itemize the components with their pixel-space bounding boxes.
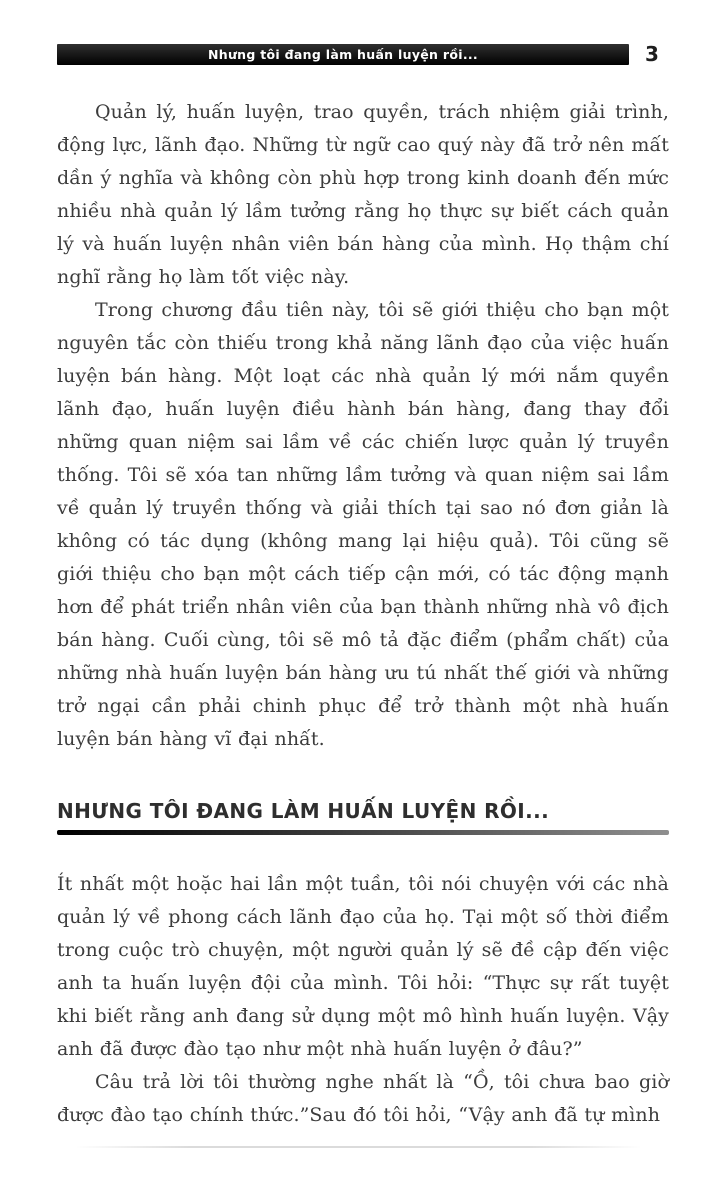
body-paragraph: Trong chương đầu tiên này, tôi sẽ giới thiệu cho bạn một nguyên tắc còn thiếu trong khả năng lãnh đạo của việc huấn luyện bán hàng. Một loạt các nhà quản lý mới nắm quyền lãnh đạo, huấn luyện điều hành bán hàng, đang thay đổi những quan niệm sai lầm về các chiến lược quản lý truyền thống. Tôi sẽ xóa tan những lầm tưởng và quan niệm sai lầm về quản lý truyền thống và giải thích tại sao nó đơn giản là không có tác dụng (không mang lại hiệu quả). Tôi cũng sẽ giới thiệu cho bạn một cách tiếp cận mới, có tác động mạnh hơn để phát triển nhân viên của bạn thành những nhà vô địch bán hàng. Cuối cùng, tôi sẽ mô tả đặc điểm (phẩm chất) của những nhà huấn luyện bán hàng ưu tú nhất thế giới và những trở ngại cần phải chinh phục để trở thành một nhà huấn luyện bán hàng vĩ đại nhất. [57, 299, 669, 750]
body-paragraph: Quản lý, huấn luyện, trao quyền, trách nhiệm giải trình, động lực, lãnh đạo. Những từ ngữ cao quý này đã trở nên mất dần ý nghĩa và không còn phù hợp trong kinh doanh đến mức nhiều nhà quản lý lầm tưởng rằng họ thực sự biết cách quản lý và huấn luyện nhân viên bán hàng của mình. Họ thậm chí nghĩ rằng họ làm tốt việc này. [57, 101, 669, 288]
running-header-bar [57, 44, 629, 65]
section-heading-text: NHƯNG TÔI ĐANG LÀM HUẤN LUYỆN RỒI... [57, 799, 550, 823]
page-bottom-shadow [75, 1146, 642, 1148]
page-number: 3 [645, 42, 659, 66]
body-paragraph: Ít nhất một hoặc hai lần một tuần, tôi nói chuyện với các nhà quản lý về phong cách lãnh đạo của họ. Tại một số thời điểm trong cuộc trò chuyện, một người quản lý sẽ đề cập đến việc anh ta huấn luyện đội của mình. Tôi hỏi: “Thực sự rất tuyệt khi biết rằng anh đang sử dụng một mô hình huấn luyện. Vậy anh đã được đào tạo như một nhà huấn luyện ở đâu?” [57, 873, 669, 1060]
section-heading-underline [57, 830, 669, 835]
page-content [57, 96, 669, 1132]
section-heading [57, 799, 669, 823]
page-header [57, 44, 689, 65]
body-paragraph: Câu trả lời tôi thường nghe nhất là “Ồ, tôi chưa bao giờ được đào tạo chính thức.”Sau đó tôi hỏi, “Vậy anh đã tự mình [57, 1071, 669, 1126]
running-header-title: Nhưng tôi đang làm huấn luyện rồi... [208, 47, 478, 62]
